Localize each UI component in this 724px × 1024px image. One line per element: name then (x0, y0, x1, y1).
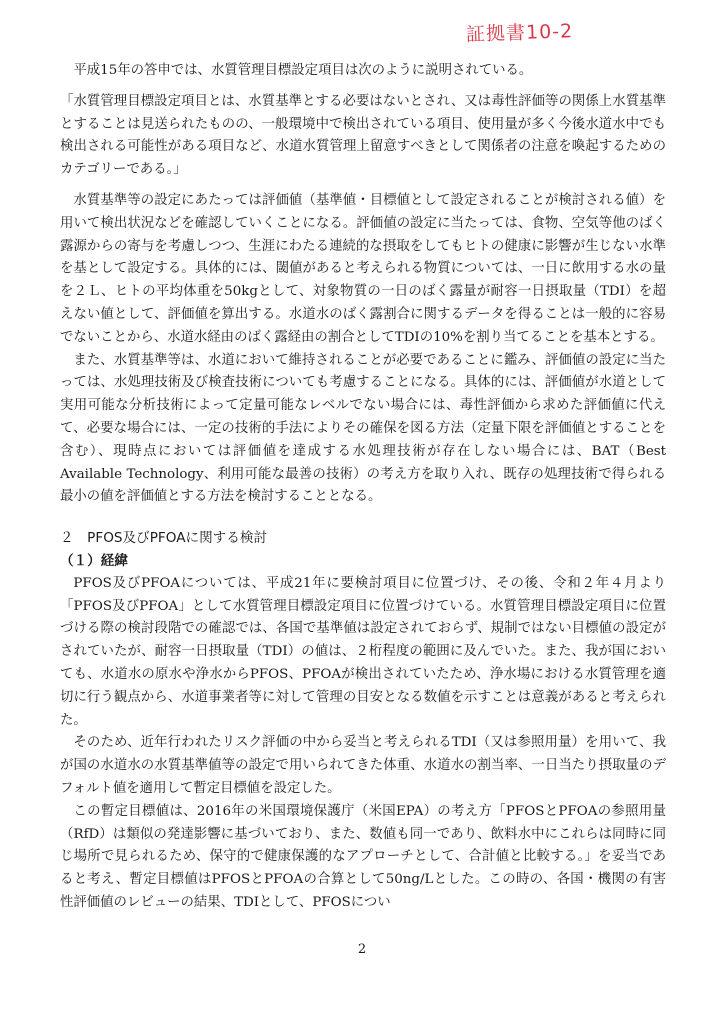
paragraph-background: PFOS及びPFOAについては、平成21年に要検討項目に位置づけ、その後、令和２年４月より「PFOS及びPFOA」として水質管理目標設定項目に位置づけている。水質管理目標設定項目に位置づける際の検討段階での確認では、各国で基準値は設定されておらず、規制ではない目標値の設定がされていたが、耐容一日摂取量（TDI）の値は、２桁程度の範囲に及んでいた。また、我が国においても、水道水の原水や浄水からPFOS、PFOAが検出されていたため、浄水場における水質管理を適切に行う観点から、水道事業者等に対して管理の目安となる数値を示すことは意義があると考えられた。 (60, 575, 666, 728)
paragraph-intro: 平成15年の答申では、水質管理目標設定項目は次のように説明されている。 (73, 63, 533, 78)
subsection-heading: （１）経緯 (60, 552, 128, 569)
quoted-definition: 「水質管理目標設定項目とは、水質基準とする必要はないとされ、又は毒性評価等の関係上水質基準とすることは見送られたものの、一般環境中で検出されている項目、使用量が多く今後水道水中でも検出される可能性がある項目など、水道水質管理上留意すべきとして関係者の注意を喚起するためのカテゴリーである。」 (60, 93, 666, 178)
paragraph-treatment-technology: また、水質基準等は、水道において維持されることが必要であることに鑑み、評価値の設定に当たっては、水処理技術及び検査技術についても考慮することになる。具体的には、評価値が水道として実用可能な分析技術によって定量可能なレベルでない場合には、毒性評価から求めた評価値に代えて、必要な場合には、一定の技術的手法によりその確保を図る方法（定量下限を評価値とすることを含む）、現時点においては評価値を達成する水処理技術が存在しない場合には、BAT（Best Available Technology、利用可能な最善の技術）の考え方を取り入れ、既存の処理技術で得られる最小の値を評価値とする方法を検討することとなる。 (60, 352, 666, 505)
paragraph-provisional-target: そのため、近年行われたリスク評価の中から妥当と考えられるTDI（又は参照用量）を用いて、我が国の水道水の水質基準値等の設定で用いられてきた体重、水道水の割当率、一日当たり摂取量のデフォルト値を適用して暫定目標値を設定した。 (60, 735, 666, 796)
document-body (60, 60, 666, 915)
paragraph-evaluation-value: 水質基準等の設定にあたっては評価値（基準値・目標値として設定されることが検討される値）を用いて検出状況などを確認していくことになる。評価値の設定に当たっては、食物、空気等他のばく露源からの寄与を考慮しつつ、生涯にわたる連続的な摂取をしてもヒトの健康に影響が生じない水準を基として設定する。具体的には、閾値があると考えられる物質については、一日に飲用する水の量を２Ｌ、ヒトの平均体重を50kgとして、対象物質の一日のばく露量が耐容一日摂取量（TDI）を超えない値として、評価値を算出する。水道水のばく露割合に関するデータを得ることは一般的に容易でないことから、水道水経由のばく露経由の割合としてTDIの10%を割り当てることを基本とする。 (60, 192, 666, 345)
section-heading: ２ PFOS及びPFOAに関する検討 (60, 530, 268, 547)
paragraph-epa-approach: この暫定目標値は、2016年の米国環境保護庁（米国EPA）の考え方「PFOSとPFOAの参照用量（RfD）は類似の発達影響に基づいており、また、数値も同一であり、飲料水中にこれらは同時に同じ場所で見られるため、保守的で健康保護的なアプローチとして、合計値と比較する。」を妥当であると考え、暫定目標値はPFOSとPFOAの合算として50ng/Lとした。この時の、各国・機関の有害性評価値のレビューの結果、TDIとして、PFOSについ (60, 803, 666, 910)
handwritten-exhibit-stamp: 証拠書10-2 (465, 20, 574, 46)
page-number: 2 (357, 942, 367, 957)
